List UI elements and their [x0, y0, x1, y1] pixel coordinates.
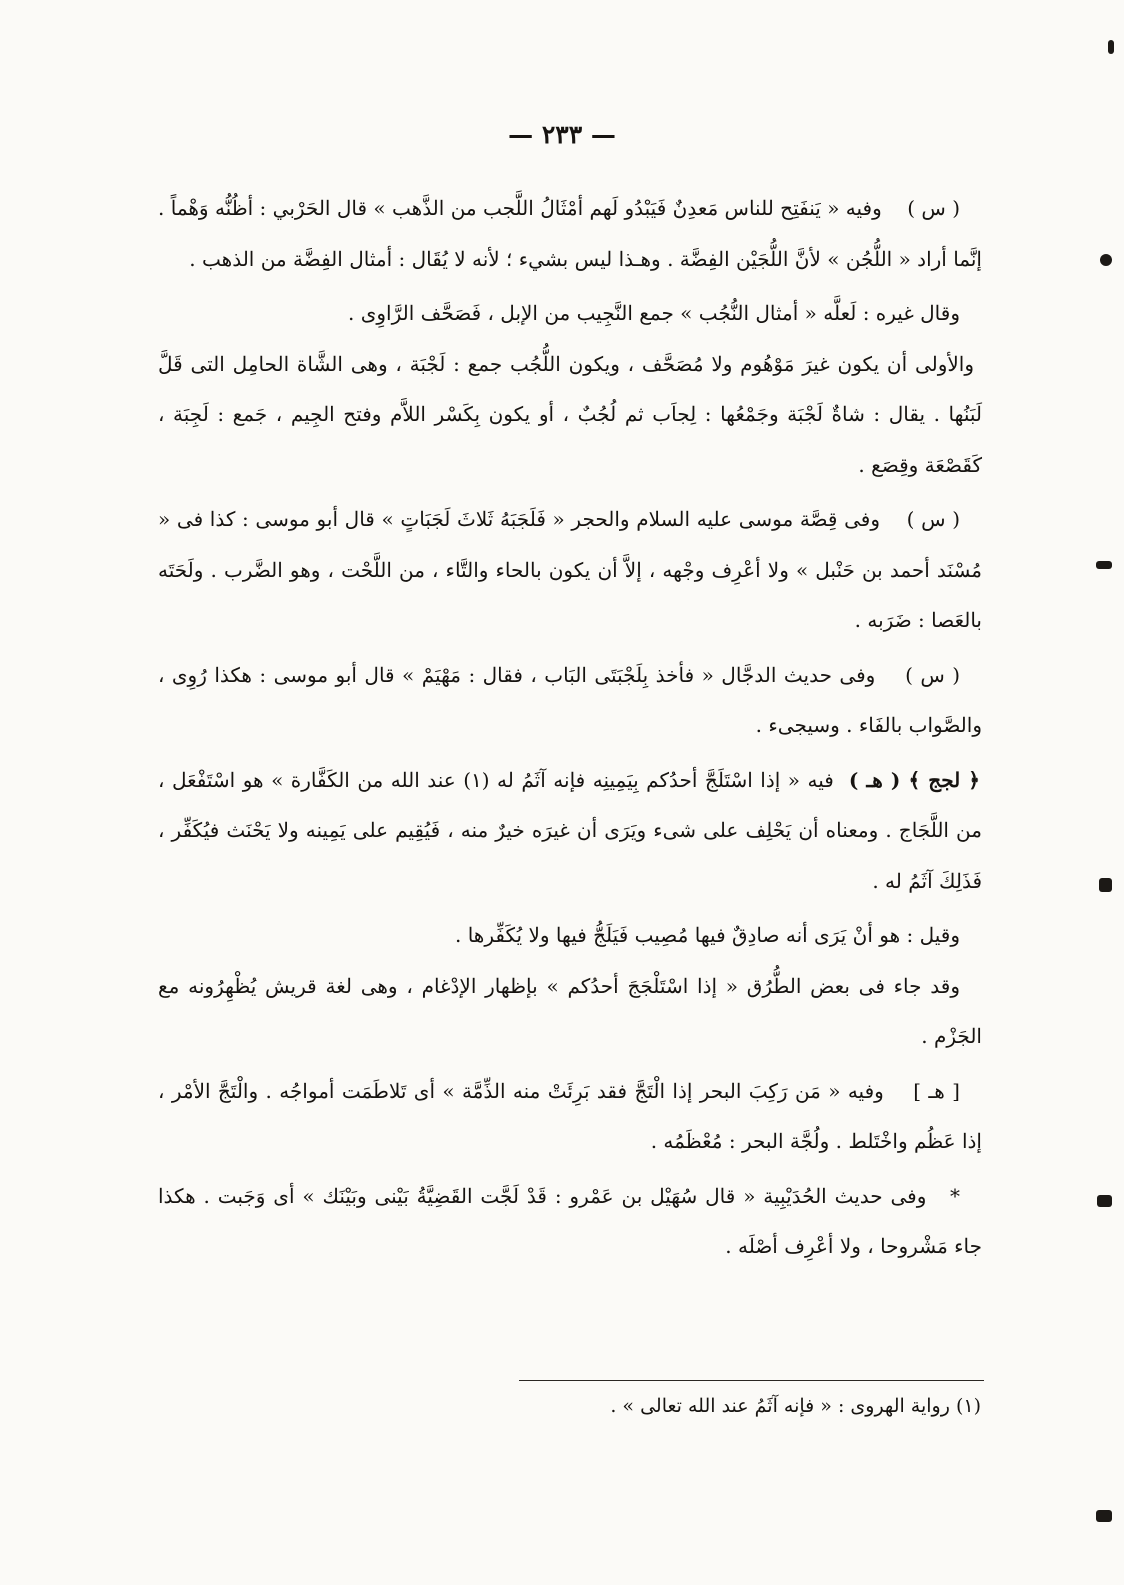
paragraph-2 — [158, 288, 982, 339]
entry-heading: ﴿ لجج ﴾ ( هـ ) — [848, 767, 981, 792]
paragraph-text: وقال غيره : لَعلَّه « أمثال النُّجُب » جمع النَّجِيب من الإبل ، فَصَحَّف الرَّاوِى . — [347, 301, 960, 325]
page-number: — ٢٣٣ — — [508, 120, 616, 149]
paragraph-text: وفيه « يَنفَتِح للناس مَعدِنٌ فَيَبْدُو لَهم أمْثَالُ اللَّجب من الذَّهب » قال الحَرْبي : أظُنُّه وَهْماً . إنَّما أراد « اللُّجُن » لأنَّ اللُّجَيْن الفِضَّة . وهـذا ليس بشيء ؛ لأنه لا يُقَال : أمثال الفِضَّة من الذهب . — [158, 196, 982, 271]
paragraph-9 — [158, 1066, 982, 1167]
footnote-divider — [519, 1380, 984, 1381]
paragraph-text: وقد جاء فى بعض الطُّرُق « إذا اسْتَلْجَجَ أحدُكم » بإظهار الإدْغام ، وهى لغة قريش يُظْهِرُونه مع الجَزْم . — [158, 973, 982, 1048]
paragraph-text: وفيه « مَن رَكِبَ البحر إذا الْتَجَّ فقد بَرِئَتْ منه الذِّمَّة » أى تَلاطَمَت أمواجُه . والْتَجَّ الأمْر ، إذا عَظُم واخْتَلط . ولُجَّة البحر : مُعْظَمُه . — [158, 1078, 982, 1153]
paragraph-text: والأولى أن يكون غيرَ مَوْهُوم ولا مُصَحَّف ، ويكون اللُّجُب جمع : لَجْبَة ، وهى الشَّاة الحامِل التى قَلَّ لَبَنُها . يقال : شاةٌ لَجْبَة وجَمْعُها : لِجاَب ثم لُجُبٌ ، أو يكون بِكَسْر اللاَّم وفتح الجِيم ، جَمع : لَجِبَة ، كَقَصْعَة وقِصَع . — [158, 351, 982, 477]
paragraph-8 — [158, 961, 982, 1062]
scan-edge-mark — [1100, 254, 1112, 266]
main-text — [158, 183, 982, 1272]
paragraph-text: فيه « إذا اسْتَلَجَّ أحدُكم بِيَمِينِه فإنه آثَمُ له (١) عند الله من الكَفَّارة » هو اسْتَفْعَل ، من اللَّجَاج . ومعناه أن يَحْلِف على شىء ويَرَى أن غيرَه خيرٌ منه ، فَيُقِيم على يَمِينه ولا يَحْنَث فيُكَفِّر ، فَذَلِكَ آثَمُ له . — [158, 767, 982, 893]
footnote: (١) رواية الهروى : « فإنه آثَمُ عند الله تعالى » . — [610, 1395, 981, 1417]
scan-edge-mark — [1096, 561, 1112, 569]
paragraph-label: ( س ) — [905, 662, 961, 687]
paragraph-10 — [158, 1171, 982, 1272]
paragraph-label: [ هـ ] — [913, 1078, 960, 1103]
scan-edge-mark — [1099, 878, 1112, 892]
paragraph-4 — [158, 494, 982, 646]
scan-edge-mark — [1096, 1510, 1112, 1522]
paragraph-1 — [158, 183, 982, 284]
paragraph-text: وفى قِصَّة موسى عليه السلام والحجر « فَلَجَبَهُ ثَلاثَ لَجَبَاتٍ » قال أبو موسى : كذا فى « مُسْنَد أحمد بن حَنْبل » ولا أعْرِف وجْهه ، إلاَّ أن يكون بالحاء والتَّاء ، من اللَّحْت ، وهو الضَّرب . ولَحَتَه بالعَصا : ضَرَبه . — [158, 507, 982, 632]
paragraph-text: وقيل : هو أنْ يَرَى أنه صادِقٌ فيها مُصِيب فَيَلَجُّ فيها ولا يُكَفِّرها . — [454, 923, 960, 947]
asterisk-marker: * — [950, 1183, 960, 1208]
paragraph-label: ( س ) — [907, 196, 961, 220]
paragraph-text: وفى حديث الدجَّال « فأخذ بِلَجْبَتَى البَاب ، فقال : مَهْيَمْ » قال أبو موسى : هكذا رُوِى ، والصَّواب بالفَاء . وسيجىء . — [158, 662, 982, 737]
paragraph-text: وفى حديث الحُدَيْبِية « قال سُهَيْل بن عَمْرو : قَدْ لَجَّت القَضِيَّةُ بَيْنى وبَيْنَك » أى وَجَبت . هكذا جاء مَشْروحا ، ولا أعْرِف أصْلَه . — [158, 1183, 982, 1258]
scan-edge-mark — [1108, 40, 1114, 54]
paragraph-label: ( س ) — [906, 507, 961, 531]
paragraph-7 — [158, 910, 982, 961]
paragraph-3 — [158, 339, 982, 491]
scan-edge-mark — [1097, 1195, 1112, 1207]
paragraph-6 — [158, 755, 982, 907]
paragraph-5 — [158, 650, 982, 751]
